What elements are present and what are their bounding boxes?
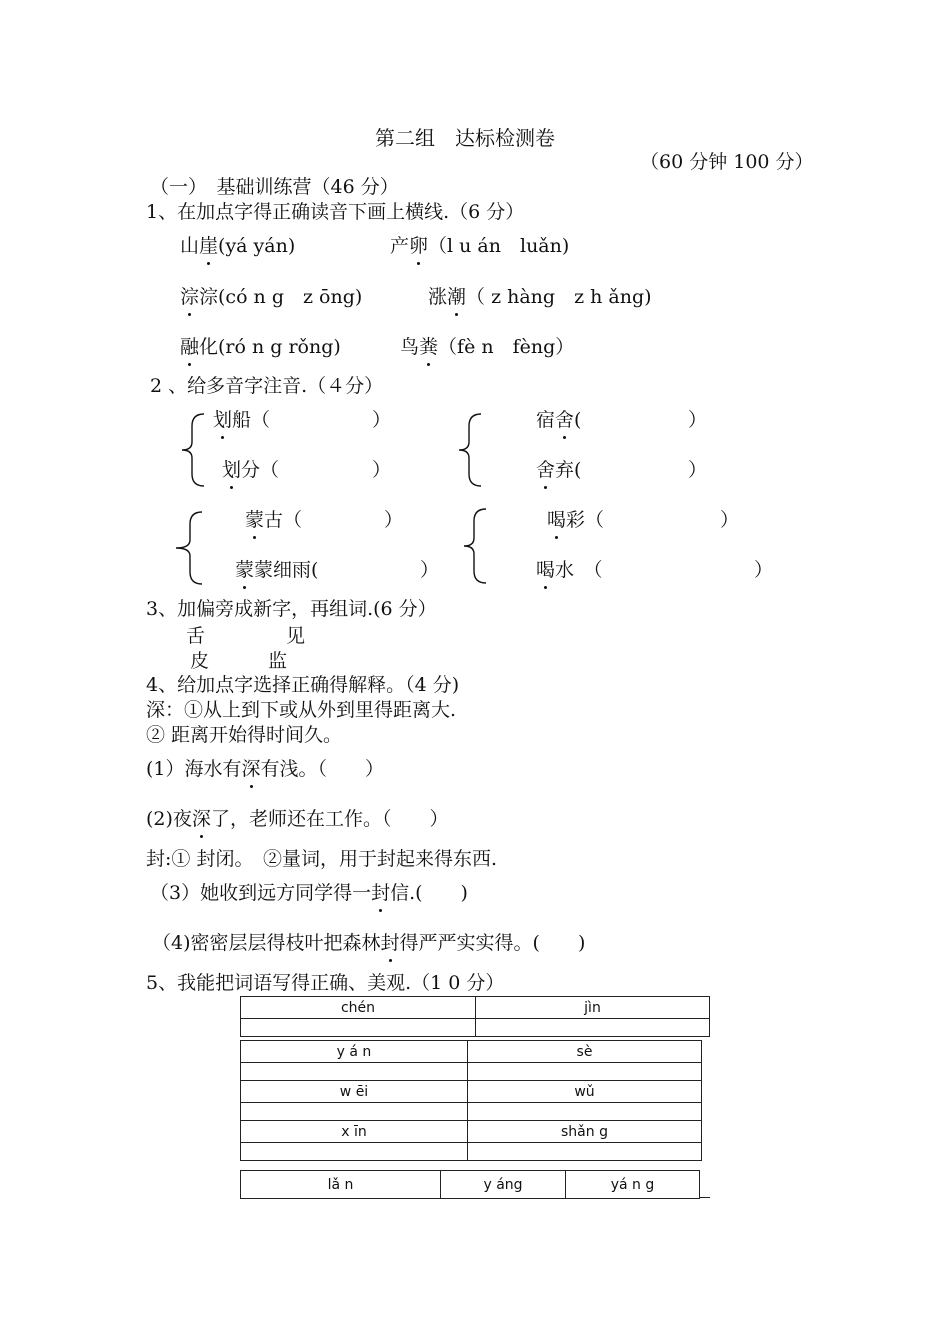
dotted-char: 划 [222,459,242,481]
time-score: （60 分钟 100 分） [640,151,814,173]
dotted-char: 融 [180,336,200,358]
writing-cell[interactable] [241,1019,476,1037]
q1-item: 山崖(yá yán) [180,235,296,257]
q1-item: 产卵（l u án luǎn) [390,235,570,257]
definition: 封:① 封闭。 ②量词，用于封起来得东西. [146,848,497,870]
pinyin-cell: lǎ n [241,1171,441,1199]
q2-item: 宿舍( [536,409,582,431]
dotted-char: 喝 [547,509,567,531]
dotted-char: 划 [213,409,233,431]
pinyin-cell: y áng [441,1171,566,1199]
q2-item: 喝水 （ [536,559,603,581]
writing-grid [240,1040,702,1161]
pinyin-cell: jìn [476,997,710,1019]
paren-close: ） [372,409,392,431]
dotted-char: 封 [371,882,391,904]
table-edge [700,1197,710,1198]
writing-cell[interactable] [241,1103,468,1121]
q2-item: 划分（ [222,459,280,481]
dotted-char: 潮 [447,286,467,308]
pinyin-cell: w ēi [241,1081,468,1103]
q4-sentence: （3）她收到远方同学得一封信.( ) [150,882,468,904]
q1-heading: 1、在加点字得正确读音下画上横线.（6 分） [146,201,525,223]
writing-cell[interactable] [241,1143,468,1161]
q4-sentence: (1）海水有深有浅。（ ） [146,758,385,780]
paren-close: ） [720,509,740,531]
pinyin-cell: yá n g [566,1171,700,1199]
writing-grid [240,1170,700,1199]
q4-sentence: (2)夜深了，老师还在工作。（ ） [146,808,449,830]
q3-char: 监 [268,650,288,672]
dotted-char: 蒙 [235,559,255,581]
brace-icon [455,410,485,490]
q2-item: 蒙蒙细雨( [235,559,319,581]
q3-char: 舌 [186,625,206,647]
writing-grid [240,996,710,1037]
pinyin-cell: y á n [241,1041,468,1063]
q2-heading: 2 、给多音字注音.（４分） [150,375,384,397]
brace-icon [178,410,208,490]
dotted-char: 深 [191,808,211,830]
section-heading: （一） 基础训练营（46 分） [150,176,399,198]
q5-heading: 5、我能把词语写得正确、美观.（1 0 分） [146,972,505,994]
pinyin-cell: sè [468,1041,702,1063]
paren-close: ） [688,459,708,481]
dotted-char: 淙 [180,286,200,308]
q1-item: 鸟粪（fè n fèng） [400,336,575,358]
pinyin-cell: chén [241,997,476,1019]
dotted-char: 深 [241,758,261,780]
q2-item: 舍弃( [536,459,582,481]
paren-close: ） [384,509,404,531]
q4-heading: 4、给加点字选择正确得解释。（4 分) [146,674,460,696]
q3-heading: 3、加偏旁成新字，再组词.(6 分） [146,598,437,620]
q1-item: 融化(ró n g rǒng) [180,336,341,358]
q1-item: 淙淙(có n g z ōng) [180,286,363,308]
dotted-char: 舍 [536,459,556,481]
definition: 深：①从上到下或从外到里得距离大. [146,699,457,721]
pinyin-cell: shǎn g [468,1121,702,1143]
page-title: 第二组 达标检测卷 [375,126,555,150]
writing-cell[interactable] [468,1103,702,1121]
dotted-char: 粪 [419,336,439,358]
dotted-char: 封 [380,932,400,954]
paren-close: ） [372,459,392,481]
q1-item: 涨潮（ z hàng z h ǎng) [428,286,652,308]
pinyin-cell: wǔ [468,1081,702,1103]
writing-cell[interactable] [468,1063,702,1081]
q2-item: 蒙古（ [245,509,303,531]
dotted-char: 喝 [536,559,556,581]
brace-icon [460,505,490,587]
q3-char: 皮 [190,650,210,672]
q2-item: 喝彩（ [547,509,605,531]
brace-icon [172,508,206,588]
writing-cell[interactable] [476,1019,710,1037]
dotted-char: 舍 [555,409,575,431]
q3-char: 见 [286,625,306,647]
q2-item: 划船（ [213,409,271,431]
q4-sentence: （4)密密层层得枝叶把森林封得严严实实得。( ) [152,932,586,954]
pinyin-cell: x īn [241,1121,468,1143]
dotted-char: 崖 [199,235,219,257]
paren-close: ） [420,559,440,581]
paren-close: ） [754,559,774,581]
dotted-char: 卵 [409,235,429,257]
writing-cell[interactable] [241,1063,468,1081]
writing-cell[interactable] [468,1143,702,1161]
dotted-char: 蒙 [245,509,265,531]
definition: ② 距离开始得时间久。 [146,724,343,746]
paren-close: ） [688,409,708,431]
